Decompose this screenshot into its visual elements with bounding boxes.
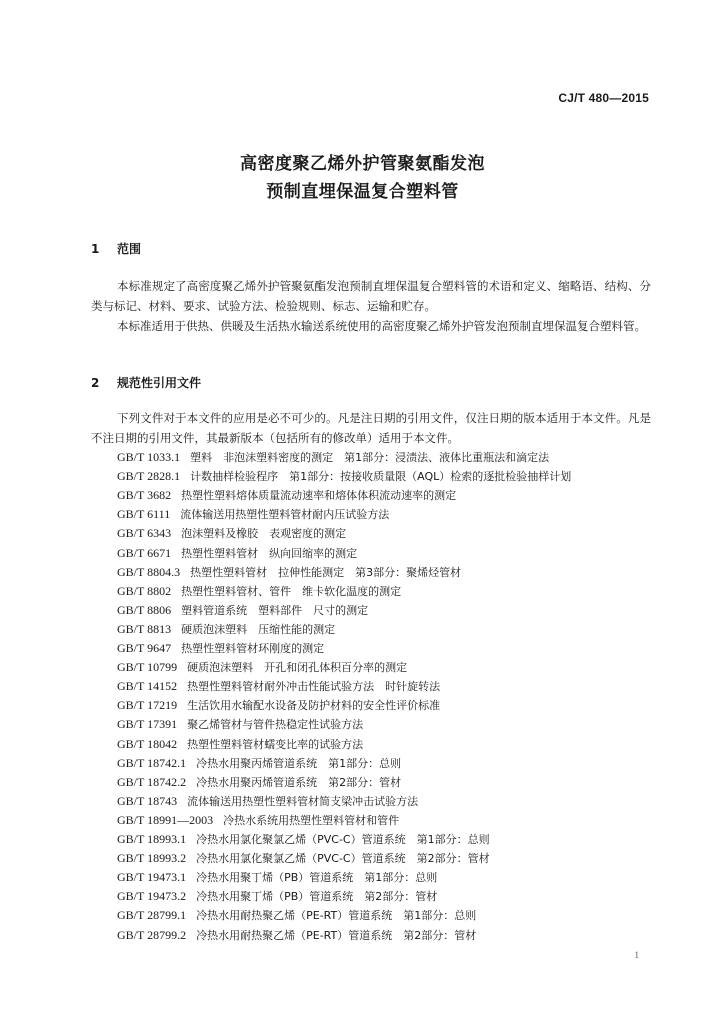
reference-title: 冷热水用聚丁烯（PB）管道系统 第1部分：总则 xyxy=(196,871,438,885)
reference-code: GB/T 28799.1 xyxy=(117,908,187,923)
reference-code: GB/T 18743 xyxy=(117,793,178,808)
reference-item xyxy=(117,583,401,599)
reference-code: GB/T 19473.1 xyxy=(117,870,187,885)
reference-code: GB/T 2828.1 xyxy=(117,469,181,484)
reference-code: GB/T 3682 xyxy=(117,488,172,503)
reference-item xyxy=(117,659,407,675)
reference-code: GB/T 8804.3 xyxy=(117,564,181,579)
section-1-paragraph-1: 本标准规定了高密度聚乙烯外护管聚氨酯发泡预制直埋保温复合塑料管的术语和定义、缩略语、结构、分类与标记、材料、要求、试验方法、检验规则、标志、运输和贮存。 xyxy=(91,279,651,313)
reference-title: 冷热水系统用热塑性塑料管材和管件 xyxy=(223,813,400,827)
reference-title: 生活饮用水输配水设备及防护材料的安全性评价标准 xyxy=(187,699,441,713)
reference-item xyxy=(117,678,440,694)
reference-item xyxy=(117,812,399,828)
reference-title: 塑料管道系统 塑料部件 尺寸的测定 xyxy=(181,603,369,617)
reference-item xyxy=(117,468,571,484)
reference-title: 泡沫塑料及橡胶 表观密度的测定 xyxy=(181,527,347,541)
reference-title: 流体输送用热塑性塑料管材简支梁冲击试验方法 xyxy=(187,794,419,808)
reference-item xyxy=(117,736,363,752)
reference-item xyxy=(117,907,476,923)
reference-item xyxy=(117,621,335,637)
reference-item xyxy=(117,640,324,656)
reference-item xyxy=(117,487,456,503)
reference-code: GB/T 8802 xyxy=(117,583,172,598)
reference-title: 硬质泡沫塑料 压缩性能的测定 xyxy=(181,622,336,636)
reference-title: 聚乙烯管材与管件热稳定性试验方法 xyxy=(187,718,364,732)
reference-code: GB/T 6671 xyxy=(117,545,172,560)
reference-code: GB/T 18991—2003 xyxy=(117,812,214,827)
reference-title: 热塑性塑料管材 纵向回缩率的测定 xyxy=(181,546,358,560)
reference-code: GB/T 18042 xyxy=(117,736,178,751)
section-1-heading xyxy=(91,240,141,257)
reference-title: 热塑性塑料管材蠕变比率的试验方法 xyxy=(187,737,364,751)
reference-title: 冷热水用氯化聚氯乙烯（PVC-C）管道系统 第2部分：管材 xyxy=(196,852,490,866)
reference-code: GB/T 6343 xyxy=(117,526,172,541)
reference-item xyxy=(117,716,363,732)
reference-title: 冷热水用耐热聚乙烯（PE-RT）管道系统 第2部分：管材 xyxy=(196,928,477,942)
reference-item xyxy=(117,793,418,809)
reference-code: GB/T 6111 xyxy=(117,507,171,522)
reference-item xyxy=(117,602,368,618)
reference-title: 塑料 非泡沫塑料密度的测定 第1部分：浸渍法、液体比重瓶法和滴定法 xyxy=(190,451,550,464)
reference-code: GB/T 19473.2 xyxy=(117,889,187,904)
reference-item xyxy=(117,831,490,847)
reference-item xyxy=(117,697,440,713)
reference-item xyxy=(117,869,437,885)
reference-code: GB/T 8813 xyxy=(117,621,172,636)
reference-title: 冷热水用聚丙烯管道系统 第1部分：总则 xyxy=(196,756,402,770)
section-title: 规范性引用文件 xyxy=(117,376,202,390)
section-1-paragraph-2: 本标准适用于供热、供暖及生活热水输送系统使用的高密度聚乙烯外护管发泡预制直埋保温复合塑料管。 xyxy=(117,319,646,333)
reference-code: GB/T 18993.2 xyxy=(117,851,187,866)
reference-item xyxy=(117,927,476,943)
reference-code: GB/T 8806 xyxy=(117,602,172,617)
standard-code: CJ/T 480—2015 xyxy=(558,91,649,105)
reference-code: GB/T 17219 xyxy=(117,698,178,713)
section-2-heading xyxy=(91,374,201,391)
reference-item xyxy=(117,506,389,522)
reference-title: 硬质泡沫塑料 开孔和闭孔体积百分率的测定 xyxy=(187,661,408,675)
reference-item xyxy=(117,545,357,561)
reference-title: 流体输送用热塑性塑料管材耐内压试验方法 xyxy=(180,508,390,522)
reference-title: 冷热水用聚丙烯管道系统 第2部分：管材 xyxy=(196,775,402,789)
reference-code: GB/T 14152 xyxy=(117,679,178,694)
document-title-line-2: 预制直埋保温复合塑料管 xyxy=(266,182,459,202)
reference-code: GB/T 17391 xyxy=(117,717,178,732)
reference-title: 热塑性塑料熔体质量流动速率和熔体体积流动速率的测定 xyxy=(181,489,457,503)
reference-code: GB/T 1033.1 xyxy=(117,450,181,464)
reference-item xyxy=(117,850,490,866)
reference-title: 热塑性塑料管材耐外冲击性能试验方法 时针旋转法 xyxy=(187,680,441,694)
document-title-line-1: 高密度聚乙烯外护管聚氨酯发泡 xyxy=(240,154,485,174)
section-title: 范围 xyxy=(117,242,142,256)
reference-item xyxy=(117,564,461,580)
reference-item xyxy=(117,774,401,790)
reference-title: 热塑性塑料管材 拉伸性能测定 第3部分：聚烯烃管材 xyxy=(190,565,462,579)
reference-code: GB/T 10799 xyxy=(117,660,178,675)
reference-title: 热塑性塑料管材、管件 维卡软化温度的测定 xyxy=(181,584,402,598)
reference-code: GB/T 18742.1 xyxy=(117,755,187,770)
reference-title: 冷热水用耐热聚乙烯（PE-RT）管道系统 第1部分：总则 xyxy=(196,909,477,923)
section-number: 1 xyxy=(91,242,100,256)
page-number: 1 xyxy=(634,950,639,960)
reference-item xyxy=(117,449,549,465)
reference-code: GB/T 9647 xyxy=(117,641,172,655)
section-number: 2 xyxy=(91,376,100,390)
reference-title: 冷热水用氯化聚氯乙烯（PVC-C）管道系统 第1部分：总则 xyxy=(196,833,490,846)
reference-code: GB/T 18742.2 xyxy=(117,774,187,789)
reference-item xyxy=(117,755,401,771)
reference-item xyxy=(117,525,346,541)
reference-item xyxy=(117,888,437,904)
reference-title: 热塑性塑料管材环刚度的测定 xyxy=(181,642,325,655)
section-2-intro: 下列文件对于本文件的应用是必不可少的。凡是注日期的引用文件，仅注日期的版本适用于本文件。凡是不注日期的引用文件，其最新版本（包括所有的修改单）适用于本文件。 xyxy=(91,411,651,445)
reference-code: GB/T 28799.2 xyxy=(117,927,187,942)
reference-title: 计数抽样检验程序 第1部分：按接收质量限（AQL）检索的逐批检验抽样计划 xyxy=(190,470,572,484)
reference-title: 冷热水用聚丁烯（PB）管道系统 第2部分：管材 xyxy=(196,890,438,904)
reference-code: GB/T 18993.1 xyxy=(117,832,187,846)
